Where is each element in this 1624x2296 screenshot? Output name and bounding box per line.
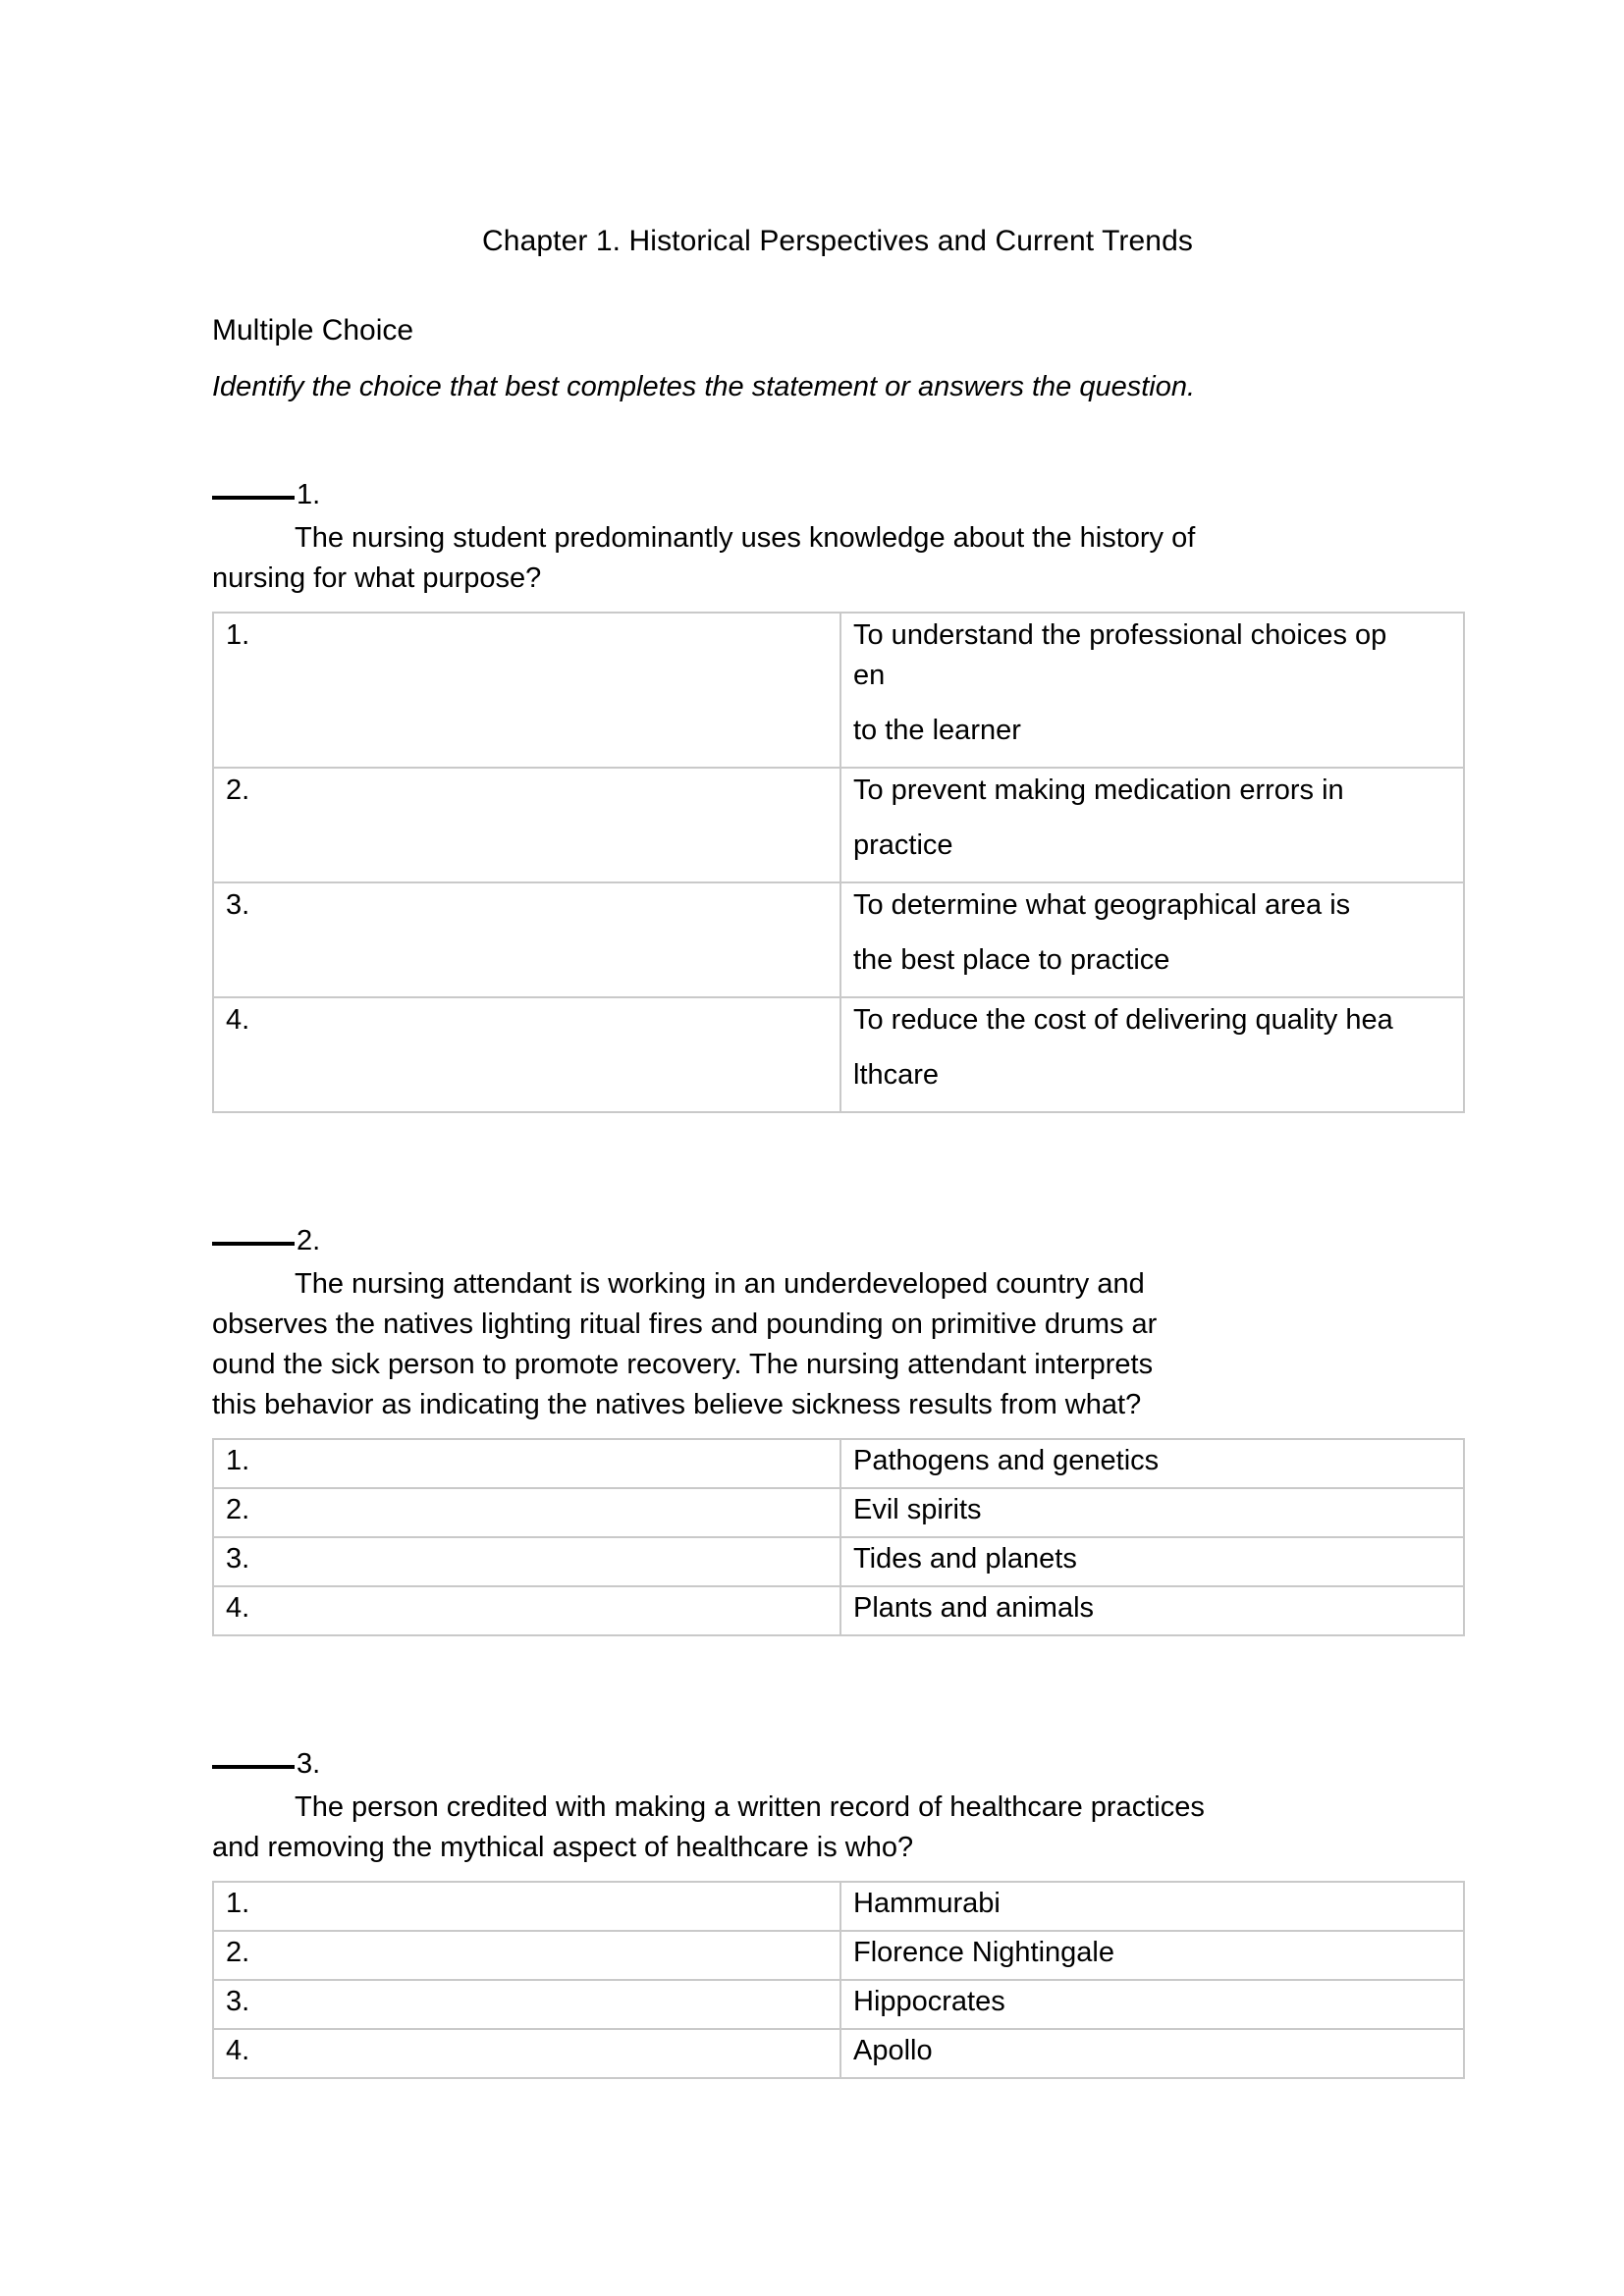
option-text-cell[interactable] <box>840 1931 1464 1980</box>
answer-blank[interactable] <box>212 1242 295 1246</box>
option-text-cell[interactable] <box>840 1882 1464 1931</box>
table-row[interactable] <box>213 1537 1464 1586</box>
option-number: 2. <box>226 774 250 806</box>
option-number-cell[interactable] <box>213 882 840 997</box>
table-row[interactable] <box>213 1439 1464 1488</box>
option-number-cell[interactable] <box>213 1931 840 1980</box>
option-text-line: Pathogens and genetics <box>853 1444 1160 1476</box>
answer-options-table <box>212 612 1465 1113</box>
question-spacer <box>212 404 1463 477</box>
table-row[interactable] <box>213 1931 1464 1980</box>
table-row[interactable] <box>213 1488 1464 1537</box>
page-title: Chapter 1. Historical Perspectives and Current Trends <box>482 225 1193 257</box>
option-text-line: to the learner <box>853 714 1021 746</box>
option-number: 3. <box>226 1542 250 1575</box>
table-row[interactable] <box>213 1586 1464 1635</box>
option-number-cell[interactable] <box>213 997 840 1112</box>
option-text-cell[interactable] <box>840 1439 1464 1488</box>
answer-options-table <box>212 1438 1465 1636</box>
question-block <box>212 404 1463 1113</box>
questions-list <box>212 404 1463 2079</box>
question-text-line: nursing for what purpose? <box>212 561 542 594</box>
table-row[interactable] <box>213 2029 1464 2078</box>
table-row[interactable] <box>213 882 1464 997</box>
answer-blank[interactable] <box>212 1765 295 1769</box>
table-row[interactable] <box>213 997 1464 1112</box>
option-text-cell[interactable] <box>840 768 1464 882</box>
question-block <box>212 1113 1463 1636</box>
option-number: 4. <box>226 2034 250 2066</box>
question-spacer <box>212 1113 1463 1223</box>
option-text-line: To understand the professional choices op <box>853 618 1387 651</box>
option-text-line: the best place to practice <box>853 943 1170 976</box>
option-number-cell[interactable] <box>213 1882 840 1931</box>
question-text <box>212 520 1463 605</box>
option-text-cell[interactable] <box>840 1586 1464 1635</box>
option-number-cell[interactable] <box>213 1586 840 1635</box>
option-number: 4. <box>226 1003 250 1036</box>
option-number: 1. <box>226 618 250 651</box>
option-text-line: Plants and animals <box>853 1591 1095 1624</box>
option-text-cell[interactable] <box>840 1537 1464 1586</box>
question-number-line <box>212 1223 1463 1266</box>
option-text-cell[interactable] <box>840 613 1464 768</box>
option-text-line: Evil spirits <box>853 1493 982 1525</box>
question-number: 3. <box>297 1747 321 1780</box>
answer-blank[interactable] <box>212 496 295 500</box>
option-text-line: lthcare <box>853 1058 940 1091</box>
option-number: 2. <box>226 1936 250 1968</box>
question-number: 2. <box>297 1224 321 1256</box>
directions-text: Identify the choice that best completes the statement or answers the question. <box>212 371 1196 402</box>
option-text-line: en <box>853 659 886 691</box>
option-number-cell[interactable] <box>213 1980 840 2029</box>
option-text-line: Apollo <box>853 2034 933 2066</box>
option-number: 2. <box>226 1493 250 1525</box>
option-number-cell[interactable] <box>213 2029 840 2078</box>
option-text-line: To determine what geographical area is <box>853 888 1351 921</box>
option-number-cell[interactable] <box>213 613 840 768</box>
option-text-line: Hippocrates <box>853 1985 1005 2017</box>
answer-options-table <box>212 1881 1465 2079</box>
option-number: 3. <box>226 888 250 921</box>
table-row[interactable] <box>213 613 1464 768</box>
table-row[interactable] <box>213 1882 1464 1931</box>
question-block <box>212 1636 1463 2079</box>
question-number-line <box>212 477 1463 520</box>
option-text-cell[interactable] <box>840 1488 1464 1537</box>
question-text <box>212 1789 1463 1874</box>
option-text-line: Tides and planets <box>853 1542 1077 1575</box>
option-number: 1. <box>226 1887 250 1919</box>
option-number: 1. <box>226 1444 250 1476</box>
table-row[interactable] <box>213 768 1464 882</box>
question-text-line: and removing the mythical aspect of healthcare is who? <box>212 1831 914 1863</box>
option-text-cell[interactable] <box>840 997 1464 1112</box>
option-number: 3. <box>226 1985 250 2017</box>
question-text-line: ound the sick person to promote recovery. The nursing attendant interprets <box>212 1348 1154 1380</box>
question-spacer <box>212 1636 1463 1746</box>
page-content <box>212 0 1463 2079</box>
option-text-line: To prevent making medication errors in <box>853 774 1344 806</box>
option-number-cell[interactable] <box>213 1488 840 1537</box>
option-text-line: To reduce the cost of delivering quality hea <box>853 1003 1393 1036</box>
option-text-line: practice <box>853 828 953 861</box>
question-text-line: The person credited with making a written record of healthcare practices <box>295 1790 1205 1823</box>
question-number-line <box>212 1746 1463 1789</box>
option-text-cell[interactable] <box>840 1980 1464 2029</box>
option-number-cell[interactable] <box>213 768 840 882</box>
question-text <box>212 1266 1463 1431</box>
question-text-line: this behavior as indicating the natives believe sickness results from what? <box>212 1388 1142 1420</box>
table-row[interactable] <box>213 1980 1464 2029</box>
question-number: 1. <box>297 478 321 510</box>
option-text-line: Hammurabi <box>853 1887 1001 1919</box>
option-number: 4. <box>226 1591 250 1624</box>
option-number-cell[interactable] <box>213 1439 840 1488</box>
option-text-cell[interactable] <box>840 2029 1464 2078</box>
option-text-line: Florence Nightingale <box>853 1936 1114 1968</box>
section-heading-multiple-choice: Multiple Choice <box>212 314 414 347</box>
question-text-line: The nursing attendant is working in an underdeveloped country and <box>295 1267 1145 1300</box>
question-text-line: observes the natives lighting ritual fires and pounding on primitive drums ar <box>212 1308 1158 1340</box>
question-text-line: The nursing student predominantly uses knowledge about the history of <box>295 521 1196 554</box>
option-text-cell[interactable] <box>840 882 1464 997</box>
option-number-cell[interactable] <box>213 1537 840 1586</box>
